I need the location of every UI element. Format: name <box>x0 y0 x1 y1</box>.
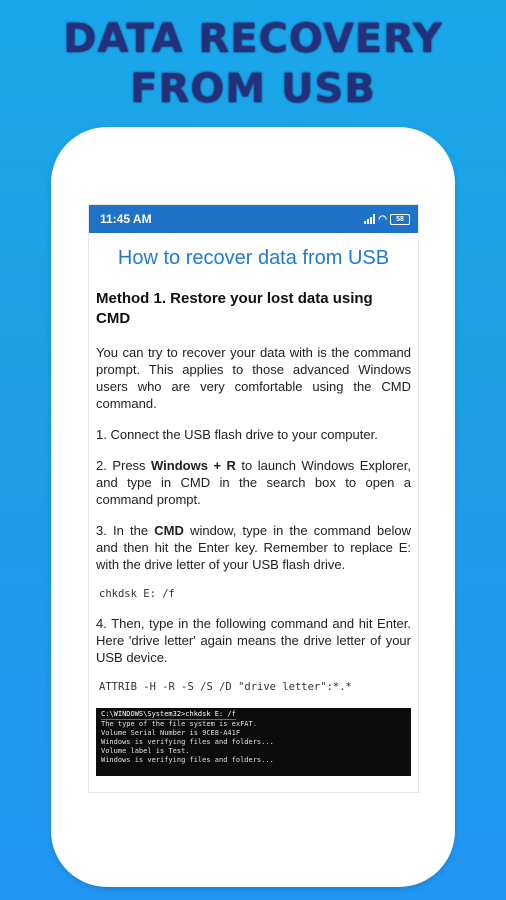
step-3-cmd: CMD <box>154 523 184 538</box>
terminal-line: C:\WINDOWS\System32>chkdsk E: /f <box>101 710 236 718</box>
banner-line-2: FROM USB <box>130 66 376 112</box>
step-1: 1. Connect the USB flash drive to your computer. <box>96 427 378 442</box>
method-heading: Method 1. Restore your lost data using CMD <box>96 290 373 327</box>
status-bar <box>89 205 418 233</box>
terminal-screenshot <box>96 708 411 776</box>
terminal-line: Volume label is Test. <box>101 747 190 755</box>
signal-icon <box>364 214 375 224</box>
wifi-icon: ◠ <box>378 213 387 225</box>
code-attrib: ATTRIB -H -R -S /S /D "drive letter":*.* <box>99 681 352 693</box>
terminal-line: Windows is verifying files and folders... <box>101 738 274 746</box>
step-4: 4. Then, type in the following command and hit Enter. Here 'drive letter' again means the drive letter of your USB device. <box>96 616 411 665</box>
article-content[interactable] <box>89 233 418 776</box>
phone-screen <box>89 205 418 792</box>
promo-banner-title <box>0 14 506 114</box>
step-2-shortcut: Windows + R <box>151 458 236 473</box>
article-title: How to recover data from USB <box>117 247 390 269</box>
terminal-line: Volume Serial Number is 9CE8-A41F <box>101 729 241 737</box>
battery-icon: 58 <box>390 214 410 225</box>
terminal-line: The type of the file system is exFAT. <box>101 720 257 728</box>
step-2: 2. Press Windows + R to launch Windows Explorer, and type in CMD in the search box to open a command prompt. <box>96 458 412 507</box>
step-3: 3. In the CMD window, type in the command below and then hit the Enter key. Remember to replace E: with the drive letter of your USB flash drive. <box>96 523 411 572</box>
intro-paragraph: You can try to recover your data with is the command prompt. This applies to those advanced Windows users who are very comfortable using the CMD command. <box>96 345 411 411</box>
status-time: 11:45 AM <box>100 212 152 226</box>
status-icons <box>364 214 410 225</box>
code-chkdsk: chkdsk E: /f <box>99 588 175 600</box>
terminal-line: Windows is verifying files and folders... <box>101 756 274 764</box>
banner-line-1: DATA RECOVERY <box>63 16 443 62</box>
